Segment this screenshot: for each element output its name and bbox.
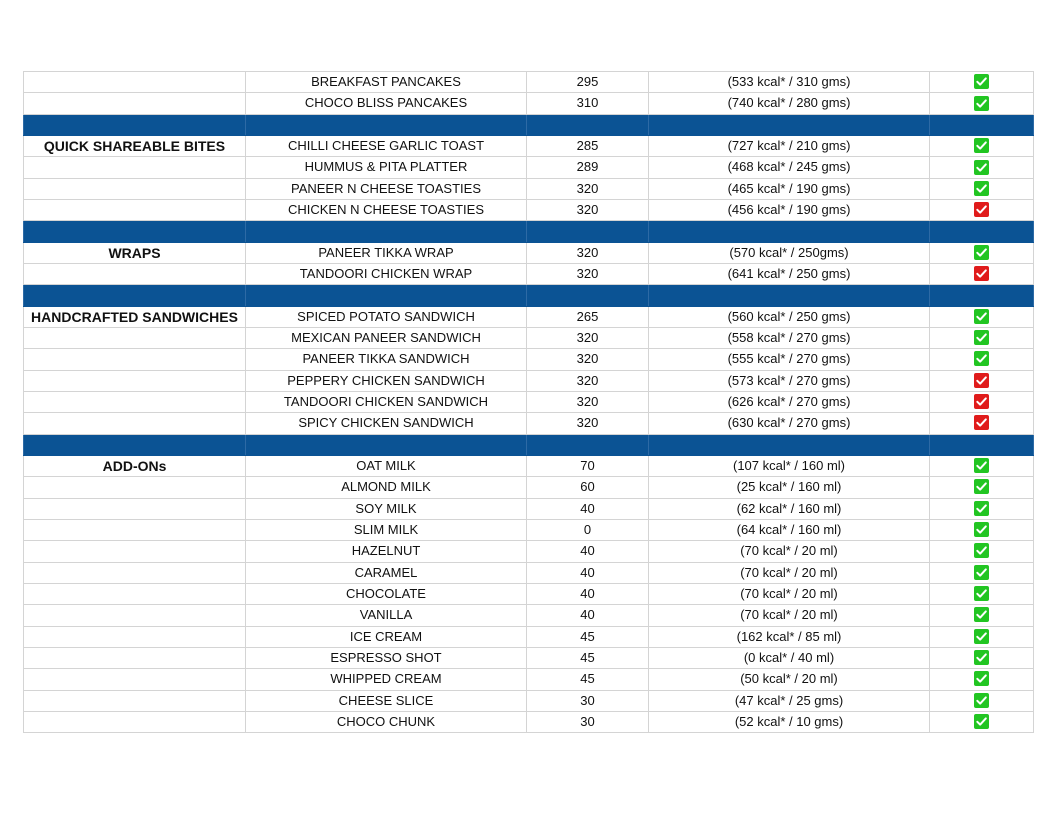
category-label xyxy=(24,498,246,519)
item-nutrition: (468 kcal* / 245 gms) xyxy=(649,157,930,178)
diet-indicator-cell xyxy=(930,178,1034,199)
item-price: 310 xyxy=(527,93,649,114)
diet-indicator-cell xyxy=(930,583,1034,604)
diet-indicator-cell xyxy=(930,306,1034,327)
table-row xyxy=(24,157,1034,178)
item-price: 40 xyxy=(527,541,649,562)
table-row xyxy=(24,455,1034,476)
item-nutrition: (533 kcal* / 310 gms) xyxy=(649,72,930,93)
category-label: QUICK SHAREABLE BITES xyxy=(24,135,246,156)
diet-indicator-cell xyxy=(930,242,1034,263)
category-label xyxy=(24,178,246,199)
item-name: HAZELNUT xyxy=(246,541,527,562)
separator-cell xyxy=(649,285,930,306)
item-name: ALMOND MILK xyxy=(246,477,527,498)
item-price: 40 xyxy=(527,498,649,519)
item-price: 320 xyxy=(527,327,649,348)
separator-cell xyxy=(246,114,527,135)
item-name: SLIM MILK xyxy=(246,519,527,540)
item-price: 320 xyxy=(527,242,649,263)
diet-indicator-cell xyxy=(930,370,1034,391)
item-nutrition: (64 kcal* / 160 ml) xyxy=(649,519,930,540)
veg-check-icon xyxy=(974,245,989,260)
veg-check-icon xyxy=(974,330,989,345)
item-name: CHOCO BLISS PANCAKES xyxy=(246,93,527,114)
table-row xyxy=(24,690,1034,711)
item-price: 0 xyxy=(527,519,649,540)
category-label: HANDCRAFTED SANDWICHES xyxy=(24,306,246,327)
item-price: 320 xyxy=(527,370,649,391)
item-nutrition: (50 kcal* / 20 ml) xyxy=(649,669,930,690)
item-nutrition: (630 kcal* / 270 gms) xyxy=(649,413,930,434)
item-price: 40 xyxy=(527,583,649,604)
category-label xyxy=(24,263,246,284)
item-price: 320 xyxy=(527,263,649,284)
nonveg-check-icon xyxy=(974,202,989,217)
item-name: CHEESE SLICE xyxy=(246,690,527,711)
separator-cell xyxy=(930,114,1034,135)
diet-indicator-cell xyxy=(930,413,1034,434)
item-nutrition: (25 kcal* / 160 ml) xyxy=(649,477,930,498)
item-nutrition: (70 kcal* / 20 ml) xyxy=(649,583,930,604)
veg-check-icon xyxy=(974,309,989,324)
item-price: 320 xyxy=(527,349,649,370)
item-price: 289 xyxy=(527,157,649,178)
item-price: 30 xyxy=(527,711,649,732)
veg-check-icon xyxy=(974,586,989,601)
item-nutrition: (573 kcal* / 270 gms) xyxy=(649,370,930,391)
item-name: PANEER N CHEESE TOASTIES xyxy=(246,178,527,199)
item-price: 40 xyxy=(527,562,649,583)
item-nutrition: (62 kcal* / 160 ml) xyxy=(649,498,930,519)
separator-cell xyxy=(527,285,649,306)
separator-cell xyxy=(24,285,246,306)
separator-cell xyxy=(527,114,649,135)
nonveg-check-icon xyxy=(974,394,989,409)
diet-indicator-cell xyxy=(930,263,1034,284)
item-name: CHILLI CHEESE GARLIC TOAST xyxy=(246,135,527,156)
nonveg-check-icon xyxy=(974,415,989,430)
category-label xyxy=(24,157,246,178)
item-price: 320 xyxy=(527,391,649,412)
table-row xyxy=(24,327,1034,348)
separator-cell xyxy=(930,285,1034,306)
diet-indicator-cell xyxy=(930,562,1034,583)
diet-indicator-cell xyxy=(930,711,1034,732)
category-label: ADD-ONs xyxy=(24,455,246,476)
category-label xyxy=(24,711,246,732)
table-row xyxy=(24,626,1034,647)
veg-check-icon xyxy=(974,629,989,644)
nonveg-check-icon xyxy=(974,373,989,388)
item-price: 45 xyxy=(527,647,649,668)
category-label xyxy=(24,370,246,391)
diet-indicator-cell xyxy=(930,157,1034,178)
veg-check-icon xyxy=(974,74,989,89)
item-price: 320 xyxy=(527,413,649,434)
table-row xyxy=(24,370,1034,391)
separator-cell xyxy=(649,221,930,242)
table-row xyxy=(24,242,1034,263)
diet-indicator-cell xyxy=(930,349,1034,370)
table-row xyxy=(24,498,1034,519)
veg-check-icon xyxy=(974,714,989,729)
item-price: 265 xyxy=(527,306,649,327)
separator-cell xyxy=(24,114,246,135)
item-price: 285 xyxy=(527,135,649,156)
veg-check-icon xyxy=(974,671,989,686)
table-row xyxy=(24,711,1034,732)
separator-cell xyxy=(649,434,930,455)
category-label xyxy=(24,562,246,583)
item-name: CARAMEL xyxy=(246,562,527,583)
item-nutrition: (70 kcal* / 20 ml) xyxy=(649,605,930,626)
diet-indicator-cell xyxy=(930,498,1034,519)
table-row xyxy=(24,391,1034,412)
table-row xyxy=(24,519,1034,540)
item-price: 45 xyxy=(527,669,649,690)
separator-cell xyxy=(649,114,930,135)
item-name: TANDOORI CHICKEN SANDWICH xyxy=(246,391,527,412)
item-price: 320 xyxy=(527,199,649,220)
item-nutrition: (626 kcal* / 270 gms) xyxy=(649,391,930,412)
category-label xyxy=(24,391,246,412)
section-separator xyxy=(24,434,1034,455)
category-label xyxy=(24,72,246,93)
item-nutrition: (558 kcal* / 270 gms) xyxy=(649,327,930,348)
item-name: SPICY CHICKEN SANDWICH xyxy=(246,413,527,434)
item-name: VANILLA xyxy=(246,605,527,626)
table-row xyxy=(24,349,1034,370)
veg-check-icon xyxy=(974,96,989,111)
diet-indicator-cell xyxy=(930,327,1034,348)
table-row xyxy=(24,562,1034,583)
diet-indicator-cell xyxy=(930,669,1034,690)
category-label xyxy=(24,413,246,434)
separator-cell xyxy=(24,434,246,455)
veg-check-icon xyxy=(974,351,989,366)
category-label xyxy=(24,93,246,114)
diet-indicator-cell xyxy=(930,605,1034,626)
diet-indicator-cell xyxy=(930,626,1034,647)
item-nutrition: (0 kcal* / 40 ml) xyxy=(649,647,930,668)
diet-indicator-cell xyxy=(930,93,1034,114)
item-price: 40 xyxy=(527,605,649,626)
item-name: SOY MILK xyxy=(246,498,527,519)
item-nutrition: (70 kcal* / 20 ml) xyxy=(649,541,930,562)
category-label: WRAPS xyxy=(24,242,246,263)
category-label xyxy=(24,519,246,540)
item-nutrition: (107 kcal* / 160 ml) xyxy=(649,455,930,476)
diet-indicator-cell xyxy=(930,690,1034,711)
veg-check-icon xyxy=(974,607,989,622)
separator-cell xyxy=(930,434,1034,455)
item-price: 295 xyxy=(527,72,649,93)
veg-check-icon xyxy=(974,543,989,558)
table-row xyxy=(24,199,1034,220)
item-nutrition: (560 kcal* / 250 gms) xyxy=(649,306,930,327)
veg-check-icon xyxy=(974,650,989,665)
category-label xyxy=(24,327,246,348)
nonveg-check-icon xyxy=(974,266,989,281)
veg-check-icon xyxy=(974,458,989,473)
item-name: TANDOORI CHICKEN WRAP xyxy=(246,263,527,284)
table-row xyxy=(24,583,1034,604)
item-name: PEPPERY CHICKEN SANDWICH xyxy=(246,370,527,391)
separator-cell xyxy=(246,285,527,306)
section-separator xyxy=(24,114,1034,135)
item-nutrition: (70 kcal* / 20 ml) xyxy=(649,562,930,583)
table-row xyxy=(24,135,1034,156)
separator-cell xyxy=(246,221,527,242)
item-price: 30 xyxy=(527,690,649,711)
item-price: 60 xyxy=(527,477,649,498)
table-row xyxy=(24,72,1034,93)
separator-cell xyxy=(527,221,649,242)
item-nutrition: (727 kcal* / 210 gms) xyxy=(649,135,930,156)
veg-check-icon xyxy=(974,501,989,516)
item-name: MEXICAN PANEER SANDWICH xyxy=(246,327,527,348)
item-name: SPICED POTATO SANDWICH xyxy=(246,306,527,327)
menu-table xyxy=(23,71,1034,733)
veg-check-icon xyxy=(974,138,989,153)
category-label xyxy=(24,605,246,626)
veg-check-icon xyxy=(974,160,989,175)
category-label xyxy=(24,583,246,604)
diet-indicator-cell xyxy=(930,135,1034,156)
separator-cell xyxy=(930,221,1034,242)
category-label xyxy=(24,669,246,690)
item-name: CHOCO CHUNK xyxy=(246,711,527,732)
table-row xyxy=(24,413,1034,434)
veg-check-icon xyxy=(974,181,989,196)
item-nutrition: (162 kcal* / 85 ml) xyxy=(649,626,930,647)
item-name: PANEER TIKKA SANDWICH xyxy=(246,349,527,370)
item-nutrition: (740 kcal* / 280 gms) xyxy=(649,93,930,114)
item-nutrition: (52 kcal* / 10 gms) xyxy=(649,711,930,732)
item-name: ESPRESSO SHOT xyxy=(246,647,527,668)
item-name: HUMMUS & PITA PLATTER xyxy=(246,157,527,178)
table-row xyxy=(24,263,1034,284)
diet-indicator-cell xyxy=(930,72,1034,93)
category-label xyxy=(24,626,246,647)
diet-indicator-cell xyxy=(930,391,1034,412)
veg-check-icon xyxy=(974,565,989,580)
table-row xyxy=(24,306,1034,327)
veg-check-icon xyxy=(974,479,989,494)
diet-indicator-cell xyxy=(930,477,1034,498)
table-row xyxy=(24,93,1034,114)
diet-indicator-cell xyxy=(930,455,1034,476)
item-nutrition: (641 kcal* / 250 gms) xyxy=(649,263,930,284)
diet-indicator-cell xyxy=(930,647,1034,668)
table-row xyxy=(24,647,1034,668)
item-nutrition: (47 kcal* / 25 gms) xyxy=(649,690,930,711)
table-row xyxy=(24,541,1034,562)
item-name: ICE CREAM xyxy=(246,626,527,647)
item-name: BREAKFAST PANCAKES xyxy=(246,72,527,93)
table-row xyxy=(24,178,1034,199)
item-name: PANEER TIKKA WRAP xyxy=(246,242,527,263)
item-nutrition: (465 kcal* / 190 gms) xyxy=(649,178,930,199)
section-separator xyxy=(24,285,1034,306)
table-row xyxy=(24,669,1034,690)
table-row xyxy=(24,605,1034,626)
item-nutrition: (456 kcal* / 190 gms) xyxy=(649,199,930,220)
category-label xyxy=(24,690,246,711)
diet-indicator-cell xyxy=(930,199,1034,220)
table-row xyxy=(24,477,1034,498)
item-name: WHIPPED CREAM xyxy=(246,669,527,690)
menu-table-body xyxy=(24,72,1034,733)
item-nutrition: (555 kcal* / 270 gms) xyxy=(649,349,930,370)
item-price: 45 xyxy=(527,626,649,647)
separator-cell xyxy=(246,434,527,455)
category-label xyxy=(24,647,246,668)
section-separator xyxy=(24,221,1034,242)
veg-check-icon xyxy=(974,693,989,708)
item-name: OAT MILK xyxy=(246,455,527,476)
category-label xyxy=(24,477,246,498)
category-label xyxy=(24,199,246,220)
diet-indicator-cell xyxy=(930,519,1034,540)
diet-indicator-cell xyxy=(930,541,1034,562)
veg-check-icon xyxy=(974,522,989,537)
item-price: 70 xyxy=(527,455,649,476)
separator-cell xyxy=(24,221,246,242)
item-price: 320 xyxy=(527,178,649,199)
item-nutrition: (570 kcal* / 250gms) xyxy=(649,242,930,263)
item-name: CHICKEN N CHEESE TOASTIES xyxy=(246,199,527,220)
separator-cell xyxy=(527,434,649,455)
category-label xyxy=(24,349,246,370)
category-label xyxy=(24,541,246,562)
item-name: CHOCOLATE xyxy=(246,583,527,604)
